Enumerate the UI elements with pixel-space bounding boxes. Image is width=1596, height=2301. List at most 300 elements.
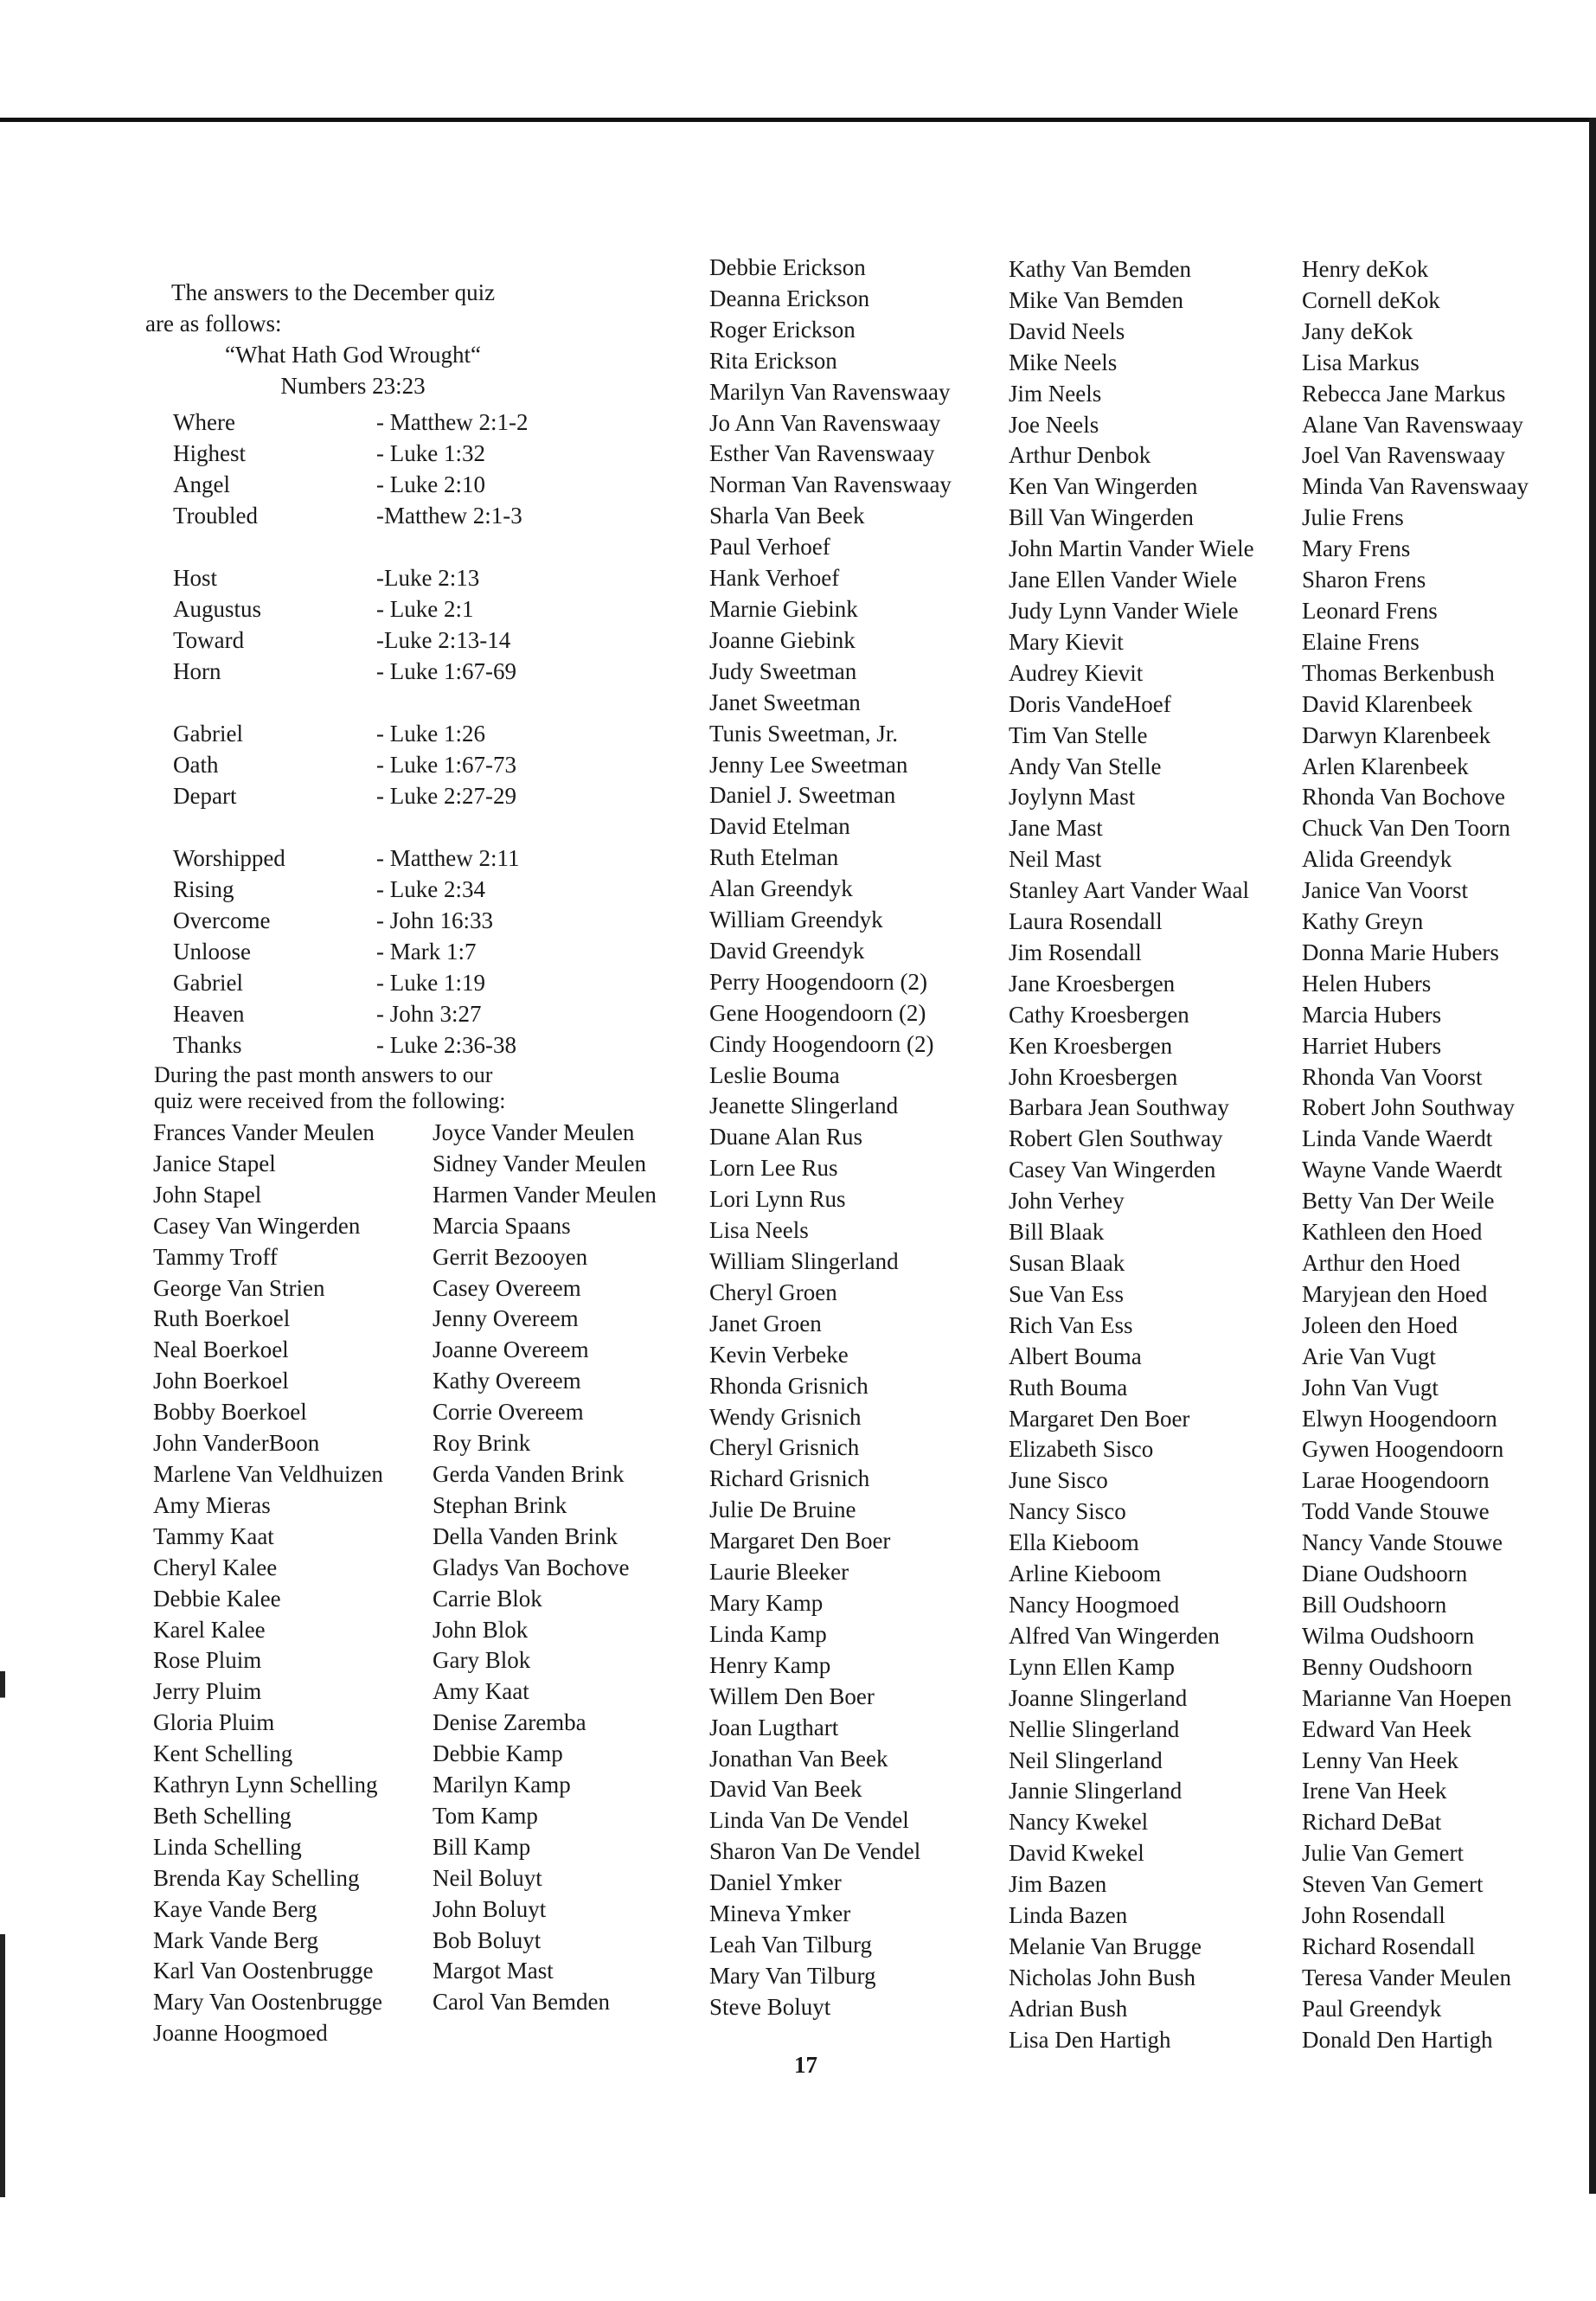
quiz-reference: - Luke 1:32 bbox=[376, 440, 485, 466]
quiz-reference: -Luke 2:13 bbox=[376, 565, 480, 591]
respondent-name: Bill Blaak bbox=[1009, 1219, 1105, 1246]
quiz-answer-row bbox=[173, 500, 528, 531]
quiz-word: Overcome bbox=[173, 907, 271, 933]
respondent-name: Susan Blaak bbox=[1009, 1250, 1125, 1276]
respondent-name: Joanne Overeem bbox=[433, 1336, 589, 1363]
respondent-name: Judy Sweetman bbox=[709, 657, 857, 684]
respondent-name: Benny Oudshoorn bbox=[1302, 1653, 1473, 1680]
respondent-name: Hank Verhoef bbox=[709, 565, 840, 592]
respondent-name: Janice Van Voorst bbox=[1302, 877, 1468, 904]
respondent-name: Edward Van Heek bbox=[1302, 1715, 1471, 1742]
respondent-name: Bill Kamp bbox=[433, 1833, 531, 1860]
respondent-name: Arlen Klarenbeek bbox=[1302, 753, 1469, 779]
left-edge-marks bbox=[0, 1540, 5, 2197]
quiz-word: Gabriel bbox=[173, 721, 243, 747]
quiz-reference: - Mark 1:7 bbox=[376, 939, 477, 965]
quiz-answer-row bbox=[173, 936, 528, 967]
quiz-word: Highest bbox=[173, 440, 246, 466]
respondent-name: Alida Greendyk bbox=[1302, 846, 1452, 873]
respondent-name: Roy Brink bbox=[433, 1430, 531, 1457]
respondent-name: Neal Boerkoel bbox=[153, 1336, 289, 1363]
respondent-name: Bob Boluyt bbox=[433, 1926, 542, 1953]
respondent-name: Mary Van Oostenbrugge bbox=[153, 1989, 382, 2016]
respondent-name: Lenny Van Heek bbox=[1302, 1747, 1458, 1773]
quiz-reference: - Luke 2:10 bbox=[376, 471, 485, 497]
respondent-name: William Slingerland bbox=[709, 1248, 899, 1274]
respondent-name: Alane Van Ravenswaay bbox=[1302, 411, 1523, 438]
quiz-word: Gabriel bbox=[173, 970, 243, 996]
respondent-name: Cheryl Groen bbox=[709, 1279, 837, 1305]
respondent-name: John Boluyt bbox=[433, 1895, 547, 1922]
quiz-answer-table bbox=[173, 407, 528, 1061]
respondent-name: Steve Boluyt bbox=[709, 1993, 831, 2020]
respondent-name: Tom Kamp bbox=[433, 1802, 538, 1829]
respondent-name: John Stapel bbox=[153, 1181, 262, 1208]
respondent-name: Kent Schelling bbox=[153, 1740, 293, 1767]
quiz-word: Rising bbox=[173, 876, 234, 902]
respondent-name: Stanley Aart Vander Waal bbox=[1009, 877, 1250, 904]
quiz-answer-row bbox=[173, 593, 528, 625]
respondent-name: Corrie Overeem bbox=[433, 1399, 584, 1426]
respondent-name: Debbie Kalee bbox=[153, 1585, 281, 1612]
respondent-name: Norman Van Ravenswaay bbox=[709, 471, 952, 498]
respondent-name: Bill Van Wingerden bbox=[1009, 504, 1194, 531]
respondent-name: Paul Verhoef bbox=[709, 534, 830, 561]
respondent-name: Mary Kamp bbox=[709, 1589, 824, 1616]
top-border-rule bbox=[0, 118, 1596, 122]
respondent-name: Maryjean den Hoed bbox=[1302, 1280, 1488, 1307]
quiz-answers bbox=[173, 407, 528, 1061]
respondent-name: Lori Lynn Rus bbox=[709, 1186, 846, 1213]
respondent-name: Gene Hoogendoorn (2) bbox=[709, 999, 926, 1026]
respondent-name: Arthur den Hoed bbox=[1302, 1250, 1460, 1276]
respondent-name: Margaret Den Boer bbox=[1009, 1405, 1190, 1432]
respondent-name: Karel Kalee bbox=[153, 1616, 266, 1643]
respondent-name: Robert John Southway bbox=[1302, 1094, 1515, 1121]
respondent-name: Jim Neels bbox=[1009, 380, 1102, 407]
respondent-name: Gloria Pluim bbox=[153, 1709, 275, 1736]
respondent-name: Esther Van Ravenswaay bbox=[709, 440, 935, 467]
respondent-name: Cornell deKok bbox=[1302, 286, 1440, 313]
names-column-1 bbox=[153, 1118, 383, 2049]
respondent-name: Joleen den Hoed bbox=[1302, 1311, 1458, 1338]
respondent-name: Kathy Overeem bbox=[433, 1368, 581, 1394]
respondent-name: Karl Van Oostenbrugge bbox=[153, 1958, 374, 1984]
quiz-word: Worshipped bbox=[173, 845, 285, 871]
respondent-name: Joyce Vander Meulen bbox=[433, 1119, 635, 1145]
respondent-name: Linda Kamp bbox=[709, 1620, 827, 1647]
respondent-name: Marnie Giebink bbox=[709, 595, 858, 622]
respondent-name: Marcia Hubers bbox=[1302, 1001, 1442, 1028]
respondent-name: Irene Van Heek bbox=[1302, 1778, 1447, 1804]
page-number: 17 bbox=[794, 2052, 817, 2078]
respondent-name: Margot Mast bbox=[433, 1958, 554, 1984]
respondent-name: Leonard Frens bbox=[1302, 597, 1438, 624]
respondent-name: Joanne Hoogmoed bbox=[153, 2020, 328, 2047]
respondent-name: Larae Hoogendoorn bbox=[1302, 1467, 1490, 1494]
respondent-name: Tim Van Stelle bbox=[1009, 721, 1148, 748]
respondent-name: Audrey Kievit bbox=[1009, 659, 1144, 686]
respondent-name: Arthur Denbok bbox=[1009, 442, 1151, 469]
respondent-name: Kevin Verbeke bbox=[709, 1341, 849, 1368]
respondent-name: Marlene Van Veldhuizen bbox=[153, 1460, 383, 1487]
respondent-name: Robert Glen Southway bbox=[1009, 1125, 1223, 1152]
respondent-name: Gary Blok bbox=[433, 1647, 531, 1674]
respondent-name: Sharla Van Beek bbox=[709, 503, 865, 529]
quiz-answer-row bbox=[173, 407, 528, 438]
respondent-name: Richard Rosendall bbox=[1302, 1932, 1476, 1959]
respondent-name: Cheryl Grisnich bbox=[709, 1434, 860, 1461]
names-column-5 bbox=[1302, 254, 1529, 2056]
respondent-name: Jerry Pluim bbox=[153, 1678, 262, 1705]
respondent-name: Gladys Van Bochove bbox=[433, 1554, 630, 1580]
respondent-name: Nellie Slingerland bbox=[1009, 1715, 1180, 1742]
quiz-reference: - Luke 1:19 bbox=[376, 970, 485, 996]
respondent-name: Julie Frens bbox=[1302, 504, 1404, 531]
respondent-name: John Kroesbergen bbox=[1009, 1063, 1178, 1090]
quiz-reference: -Matthew 2:1-3 bbox=[376, 503, 522, 529]
respondent-name: Jenny Overeem bbox=[433, 1305, 579, 1332]
respondent-name: Wilma Oudshoorn bbox=[1302, 1622, 1475, 1649]
quiz-answer-row bbox=[173, 749, 528, 780]
respondent-name: Alfred Van Wingerden bbox=[1009, 1622, 1220, 1649]
quiz-reference: - Luke 2:36-38 bbox=[376, 1032, 516, 1058]
respondent-name: Nancy Kwekel bbox=[1009, 1809, 1149, 1836]
respondent-name: Wendy Grisnich bbox=[709, 1403, 862, 1430]
quiz-answer-row bbox=[173, 562, 528, 593]
respondent-name: Amy Mieras bbox=[153, 1491, 271, 1518]
respondent-name: Cheryl Kalee bbox=[153, 1554, 278, 1580]
quiz-group-spacer bbox=[173, 811, 528, 843]
respondent-name: Linda Bazen bbox=[1009, 1902, 1128, 1929]
quiz-reference: - Matthew 2:11 bbox=[376, 845, 520, 871]
respondent-name: Duane Alan Rus bbox=[709, 1124, 862, 1150]
respondent-name: Mary Frens bbox=[1302, 535, 1411, 562]
respondent-name: Casey Overeem bbox=[433, 1274, 581, 1301]
respondent-name: Mike Van Bemden bbox=[1009, 286, 1183, 313]
quiz-reference: - Luke 2:1 bbox=[376, 596, 474, 622]
respondent-name: Gerda Vanden Brink bbox=[433, 1460, 625, 1487]
respondent-name: Amy Kaat bbox=[433, 1678, 529, 1705]
respondent-name: Joanne Giebink bbox=[709, 626, 856, 653]
respondent-name: Ruth Bouma bbox=[1009, 1374, 1128, 1400]
respondent-name: Neil Slingerland bbox=[1009, 1747, 1163, 1773]
respondent-name: Carol Van Bemden bbox=[433, 1989, 610, 2016]
respondent-name: Jannie Slingerland bbox=[1009, 1778, 1183, 1804]
respondent-name: Joe Neels bbox=[1009, 411, 1099, 438]
respondent-name: Deanna Erickson bbox=[709, 285, 870, 311]
quiz-answer-row bbox=[173, 656, 528, 687]
quiz-reference: - John 3:27 bbox=[376, 1001, 482, 1027]
respondent-name: Jany deKok bbox=[1302, 317, 1413, 344]
respondent-name: Denise Zaremba bbox=[433, 1709, 586, 1736]
respondent-name: David Kwekel bbox=[1009, 1840, 1144, 1867]
respondent-name: Lorn Lee Rus bbox=[709, 1155, 838, 1182]
respondent-name: Jane Mast bbox=[1009, 815, 1103, 842]
quiz-answer-row bbox=[173, 967, 528, 998]
respondent-name: Darwyn Klarenbeek bbox=[1302, 721, 1491, 748]
respondent-name: Betty Van Der Weile bbox=[1302, 1188, 1495, 1215]
respondent-name: Ken Kroesbergen bbox=[1009, 1032, 1173, 1059]
respondent-name: Nancy Sisco bbox=[1009, 1498, 1126, 1525]
respondent-name: David Neels bbox=[1009, 317, 1125, 344]
quiz-word: Thanks bbox=[173, 1032, 242, 1058]
respondent-name: Kathy Van Bemden bbox=[1009, 256, 1191, 282]
quiz-word: Angel bbox=[173, 471, 230, 497]
respondent-name: Rhonda Van Voorst bbox=[1302, 1063, 1483, 1090]
respondent-name: William Greendyk bbox=[709, 907, 883, 933]
respondent-name: John Rosendall bbox=[1302, 1902, 1445, 1929]
quiz-answer-row bbox=[173, 469, 528, 500]
respondent-name: Richard DeBat bbox=[1302, 1809, 1442, 1836]
respondent-name: John Van Vugt bbox=[1302, 1374, 1439, 1400]
quiz-word: Heaven bbox=[173, 1001, 245, 1027]
respondent-name: Linda Vande Waerdt bbox=[1302, 1125, 1493, 1152]
respondent-name: Brenda Kay Schelling bbox=[153, 1864, 360, 1891]
respondent-name: Rebecca Jane Markus bbox=[1302, 380, 1506, 407]
respondent-name: June Sisco bbox=[1009, 1467, 1108, 1494]
respondent-name: Lisa Neels bbox=[709, 1217, 809, 1244]
respondent-name: Sue Van Ess bbox=[1009, 1280, 1125, 1307]
respondent-name: John Martin Vander Wiele bbox=[1009, 535, 1254, 562]
respondent-name: Andy Van Stelle bbox=[1009, 753, 1162, 779]
quiz-word: Unloose bbox=[173, 939, 251, 965]
quiz-reference: - Luke 2:27-29 bbox=[376, 783, 516, 809]
respondent-name: Todd Vande Stouwe bbox=[1302, 1498, 1490, 1525]
respondent-name: Richard Grisnich bbox=[709, 1465, 870, 1492]
respondent-name: Kathleen den Hoed bbox=[1302, 1219, 1483, 1246]
quiz-word: Depart bbox=[173, 783, 237, 809]
respondent-name: David Greendyk bbox=[709, 937, 865, 964]
quiz-answer-row bbox=[173, 843, 528, 874]
respondent-name: Jeanette Slingerland bbox=[709, 1093, 899, 1119]
respondent-name: Debbie Kamp bbox=[433, 1740, 563, 1767]
respondent-name: Donald Den Hartigh bbox=[1302, 2026, 1493, 2053]
respondent-name: Joylynn Mast bbox=[1009, 784, 1136, 811]
respondent-name: Julie De Bruine bbox=[709, 1497, 856, 1523]
respondent-name: Joan Lugthart bbox=[709, 1714, 839, 1740]
respondent-name: Tunis Sweetman, Jr. bbox=[709, 720, 899, 747]
quiz-reference: - Luke 1:26 bbox=[376, 721, 485, 747]
respondent-name: Joel Van Ravenswaay bbox=[1302, 442, 1505, 469]
respondent-name: Doris VandeHoef bbox=[1009, 690, 1171, 717]
respondent-name: Neil Boluyt bbox=[433, 1864, 542, 1891]
quiz-word: Toward bbox=[173, 627, 245, 653]
respondent-name: Marcia Spaans bbox=[433, 1212, 571, 1239]
respondent-name: Gerrit Bezooyen bbox=[433, 1243, 588, 1270]
respondent-name: Mineva Ymker bbox=[709, 1900, 851, 1927]
respondent-name: Casey Van Wingerden bbox=[1009, 1157, 1216, 1183]
respondent-name: Nicholas John Bush bbox=[1009, 1964, 1195, 1990]
quiz-answer-row bbox=[173, 438, 528, 469]
respondent-name: Arline Kieboom bbox=[1009, 1561, 1162, 1587]
respondent-name: Della Vanden Brink bbox=[433, 1522, 618, 1549]
respondent-name: Leah Van Tilburg bbox=[709, 1931, 873, 1958]
respondent-name: Linda Van De Vendel bbox=[709, 1807, 909, 1834]
respondent-name: Harriet Hubers bbox=[1302, 1032, 1442, 1059]
respondent-name: John Boerkoel bbox=[153, 1368, 289, 1394]
respondent-name: Linda Schelling bbox=[153, 1833, 302, 1860]
respondent-name: Marilyn Kamp bbox=[433, 1772, 571, 1798]
respondent-name: Lynn Ellen Kamp bbox=[1009, 1653, 1175, 1680]
respondent-name: Jo Ann Van Ravenswaay bbox=[709, 409, 941, 436]
respondent-name: Elizabeth Sisco bbox=[1009, 1436, 1154, 1463]
respondent-name: Rich Van Ess bbox=[1009, 1311, 1133, 1338]
respondent-name: Beth Schelling bbox=[153, 1802, 292, 1829]
intro-line-1: The answers to the December quiz bbox=[171, 279, 496, 305]
respondent-name: Harmen Vander Meulen bbox=[433, 1181, 657, 1208]
respondent-name: Nancy Vande Stouwe bbox=[1302, 1529, 1503, 1556]
respondent-name: Willem Den Boer bbox=[709, 1682, 875, 1709]
quiz-group-spacer bbox=[173, 687, 528, 718]
respondent-name: Jane Kroesbergen bbox=[1009, 970, 1176, 997]
respondent-name: Casey Van Wingerden bbox=[153, 1212, 361, 1239]
respondent-name: Melanie Van Brugge bbox=[1009, 1932, 1202, 1959]
quiz-group-spacer bbox=[173, 531, 528, 562]
respondent-name: Lisa Markus bbox=[1302, 349, 1420, 375]
quiz-word: Host bbox=[173, 565, 218, 591]
names-column-2 bbox=[433, 1118, 657, 2018]
respondent-name: Jim Rosendall bbox=[1009, 939, 1142, 965]
respondent-name: Rhonda Van Bochove bbox=[1302, 784, 1505, 811]
respondent-name: Roger Erickson bbox=[709, 316, 856, 343]
names-column-4 bbox=[1009, 254, 1254, 2056]
respondent-name: Bill Oudshoorn bbox=[1302, 1591, 1447, 1618]
respondent-name: Kathy Greyn bbox=[1302, 908, 1424, 935]
quiz-reference: - Matthew 2:1-2 bbox=[376, 409, 529, 435]
quiz-word: Augustus bbox=[173, 596, 262, 622]
respondent-name: Neil Mast bbox=[1009, 846, 1102, 873]
respondent-name: Rose Pluim bbox=[153, 1647, 262, 1674]
quiz-answer-row bbox=[173, 780, 528, 811]
respondent-name: Jonathan Van Beek bbox=[709, 1745, 888, 1772]
respondent-name: David Klarenbeek bbox=[1302, 690, 1473, 717]
respondent-name: Paul Greendyk bbox=[1302, 1995, 1442, 2022]
respondent-name: Ruth Etelman bbox=[709, 844, 839, 871]
respondent-name: Ruth Boerkoel bbox=[153, 1305, 291, 1332]
intro-line-2: are as follows: bbox=[145, 311, 282, 336]
respondents-note bbox=[154, 1062, 586, 1114]
respondent-name: Frances Vander Meulen bbox=[153, 1119, 375, 1145]
respondent-name: Debbie Erickson bbox=[709, 254, 866, 280]
respondent-name: John Blok bbox=[433, 1616, 529, 1643]
quiz-word: Where bbox=[173, 409, 235, 435]
quiz-answer-row bbox=[173, 874, 528, 905]
quiz-title: “What Hath God Wrought“ bbox=[224, 342, 482, 368]
respondent-name: Perry Hoogendoorn (2) bbox=[709, 968, 927, 995]
respondent-name: Thomas Berkenbush bbox=[1302, 659, 1495, 686]
respondent-name: Donna Marie Hubers bbox=[1302, 939, 1499, 965]
respondent-name: Rita Erickson bbox=[709, 347, 837, 374]
respondent-name: Janet Groen bbox=[709, 1310, 822, 1336]
respondent-name: Tammy Kaat bbox=[153, 1522, 274, 1549]
respondent-name: Sidney Vander Meulen bbox=[433, 1150, 646, 1176]
respondent-name: Carrie Blok bbox=[433, 1585, 542, 1612]
quiz-answer-row bbox=[173, 718, 528, 749]
note-line-2: quiz were received from the following: bbox=[154, 1088, 506, 1113]
respondent-name: John Verhey bbox=[1009, 1188, 1125, 1215]
respondent-name: Cathy Kroesbergen bbox=[1009, 1001, 1189, 1028]
respondent-name: Albert Bouma bbox=[1009, 1343, 1142, 1369]
respondent-name: Ken Van Wingerden bbox=[1009, 473, 1198, 500]
respondent-name: Marianne Van Hoepen bbox=[1302, 1684, 1512, 1711]
respondent-name: Joanne Slingerland bbox=[1009, 1684, 1188, 1711]
respondent-name: Elwyn Hoogendoorn bbox=[1302, 1405, 1497, 1432]
quiz-word: Horn bbox=[173, 658, 221, 684]
respondent-name: Daniel J. Sweetman bbox=[709, 782, 896, 809]
respondent-name: Chuck Van Den Toorn bbox=[1302, 815, 1510, 842]
quiz-answer-row bbox=[173, 625, 528, 656]
respondent-name: Kathryn Lynn Schelling bbox=[153, 1772, 378, 1798]
respondent-name: Janet Sweetman bbox=[709, 689, 861, 715]
note-line-1: During the past month answers to our bbox=[154, 1062, 493, 1087]
quiz-reference: - Luke 2:34 bbox=[376, 876, 485, 902]
respondent-name: Henry deKok bbox=[1302, 256, 1429, 282]
respondent-name: David Van Beek bbox=[709, 1776, 862, 1803]
respondent-name: Nancy Hoogmoed bbox=[1009, 1591, 1180, 1618]
respondent-name: Judy Lynn Vander Wiele bbox=[1009, 597, 1239, 624]
respondent-name: Cindy Hoogendoorn (2) bbox=[709, 1030, 934, 1057]
names-column-3 bbox=[709, 253, 952, 2023]
respondent-name: Alan Greendyk bbox=[709, 875, 853, 902]
right-edge-shadow bbox=[1589, 118, 1596, 2194]
respondent-name: Tammy Troff bbox=[153, 1243, 278, 1270]
respondent-name: Mary Van Tilburg bbox=[709, 1962, 876, 1989]
respondent-name: Jane Ellen Vander Wiele bbox=[1009, 567, 1238, 593]
respondent-name: Laurie Bleeker bbox=[709, 1559, 849, 1586]
respondent-name: Leslie Bouma bbox=[709, 1061, 840, 1088]
quiz-answer-row bbox=[173, 1029, 528, 1061]
respondent-name: Kaye Vande Berg bbox=[153, 1895, 317, 1922]
respondent-name: Arie Van Vugt bbox=[1302, 1343, 1436, 1369]
respondent-name: Mary Kievit bbox=[1009, 628, 1124, 655]
respondent-name: Daniel Ymker bbox=[709, 1869, 842, 1896]
quiz-answer-row bbox=[173, 905, 528, 936]
respondent-name: Margaret Den Boer bbox=[709, 1528, 891, 1554]
quiz-reference: - Luke 1:67-73 bbox=[376, 752, 516, 778]
respondent-name: Laura Rosendall bbox=[1009, 908, 1163, 935]
respondent-name: Mark Vande Berg bbox=[153, 1926, 318, 1953]
respondent-name: Mike Neels bbox=[1009, 349, 1118, 375]
respondent-name: Marilyn Van Ravenswaay bbox=[709, 378, 951, 405]
quiz-intro bbox=[145, 277, 561, 401]
respondent-name: Minda Van Ravenswaay bbox=[1302, 473, 1529, 500]
respondent-name: Rhonda Grisnich bbox=[709, 1372, 869, 1399]
quiz-word: Oath bbox=[173, 752, 219, 778]
respondent-name: Steven Van Gemert bbox=[1302, 1871, 1484, 1898]
respondent-name: Jenny Lee Sweetman bbox=[709, 751, 908, 778]
quiz-word: Troubled bbox=[173, 503, 259, 529]
respondent-name: Barbara Jean Southway bbox=[1009, 1094, 1229, 1121]
respondent-name: Wayne Vande Waerdt bbox=[1302, 1157, 1503, 1183]
respondent-name: Teresa Vander Meulen bbox=[1302, 1964, 1512, 1990]
respondent-name: Jim Bazen bbox=[1009, 1871, 1107, 1898]
respondent-name: Helen Hubers bbox=[1302, 970, 1432, 997]
respondent-name: Sharon Van De Vendel bbox=[709, 1838, 921, 1865]
respondent-name: George Van Strien bbox=[153, 1274, 325, 1301]
respondent-name: Sharon Frens bbox=[1302, 567, 1426, 593]
respondent-name: Adrian Bush bbox=[1009, 1995, 1128, 2022]
quiz-reference: - Luke 1:67-69 bbox=[376, 658, 516, 684]
quiz-reference: Numbers 23:23 bbox=[280, 373, 426, 399]
respondent-name: Janice Stapel bbox=[153, 1150, 276, 1176]
respondent-name: Lisa Den Hartigh bbox=[1009, 2026, 1171, 2053]
quiz-reference: - John 16:33 bbox=[376, 907, 493, 933]
respondent-name: Stephan Brink bbox=[433, 1491, 567, 1518]
respondent-name: David Etelman bbox=[709, 813, 850, 840]
respondent-name: Henry Kamp bbox=[709, 1651, 831, 1678]
respondent-name: Ella Kieboom bbox=[1009, 1529, 1139, 1556]
